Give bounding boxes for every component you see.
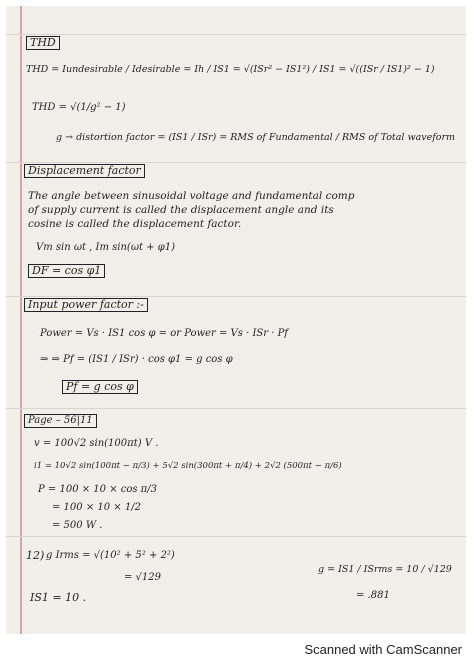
margin-line — [20, 6, 22, 634]
thd-alt-formula: THD = √(1/g² − 1) — [32, 102, 126, 113]
displacement-line-1: The angle between sinusoidal voltage and fundamental comp — [28, 190, 355, 202]
ruled-line — [6, 162, 466, 163]
thd-heading: THD — [26, 36, 60, 50]
voltage-equation: v = 100√2 sin(100πt) V . — [34, 438, 159, 449]
ruled-line — [6, 34, 466, 35]
scanner-footer: Scanned with CamScanner — [304, 642, 462, 657]
thd-formula: THD = Iundesirable / Idesirable = Ih / IS1 = √(ISr² − IS1²) / IS1 = √((ISr / IS1)² − 1) — [26, 64, 435, 75]
g-calculation: g = IS1 / ISrms = 10 / √129 — [318, 564, 452, 575]
irms-result: = √129 — [124, 572, 162, 583]
example-tag: Page – 56|11 — [24, 414, 97, 428]
is1-value: IS1 = 10 . — [30, 591, 87, 604]
displacement-line-3: cosine is called the displacement factor. — [28, 218, 242, 230]
displacement-line-2: of supply current is called the displacement angle and its — [28, 204, 334, 216]
ruled-line — [6, 536, 466, 537]
power-equation: Power = Vs · IS1 cos φ = or Power = Vs · ISr · Pf — [40, 328, 288, 339]
displacement-expression: Vm sin ωt , Im sin(ωt + φ1) — [36, 242, 175, 253]
displacement-heading: Displacement factor — [24, 164, 145, 178]
pf-equation: ⇒ ⇒ Pf = (IS1 / ISr) · cos φ1 = g cos φ — [40, 354, 233, 365]
power-calc-2: = 100 × 10 × 1/2 — [52, 502, 141, 513]
notebook-page — [6, 6, 466, 634]
g-definition: g → distortion factor = (IS1 / ISr) = RMS of Fundamental / RMS of Total waveform — [56, 132, 456, 143]
irms-equation: g Irms = √(10² + 5² + 2²) — [46, 550, 175, 561]
current-equation: i1 = 10√2 sin(100πt − π/3) + 5√2 sin(300πt + π/4) + 2√2 (500πt − π/6) — [34, 461, 342, 471]
power-calc-1: P = 100 × 10 × cos π/3 — [38, 484, 157, 495]
question-number: 12) — [26, 549, 45, 562]
g-result: = .881 — [356, 590, 390, 601]
pf-box: Pf = g cos φ — [62, 380, 138, 394]
ruled-line — [6, 296, 466, 297]
input-pf-heading: Input power factor :- — [24, 298, 148, 312]
df-box: DF = cos φ1 — [28, 264, 105, 278]
ruled-line — [6, 408, 466, 409]
power-calc-3: = 500 W . — [52, 520, 103, 531]
